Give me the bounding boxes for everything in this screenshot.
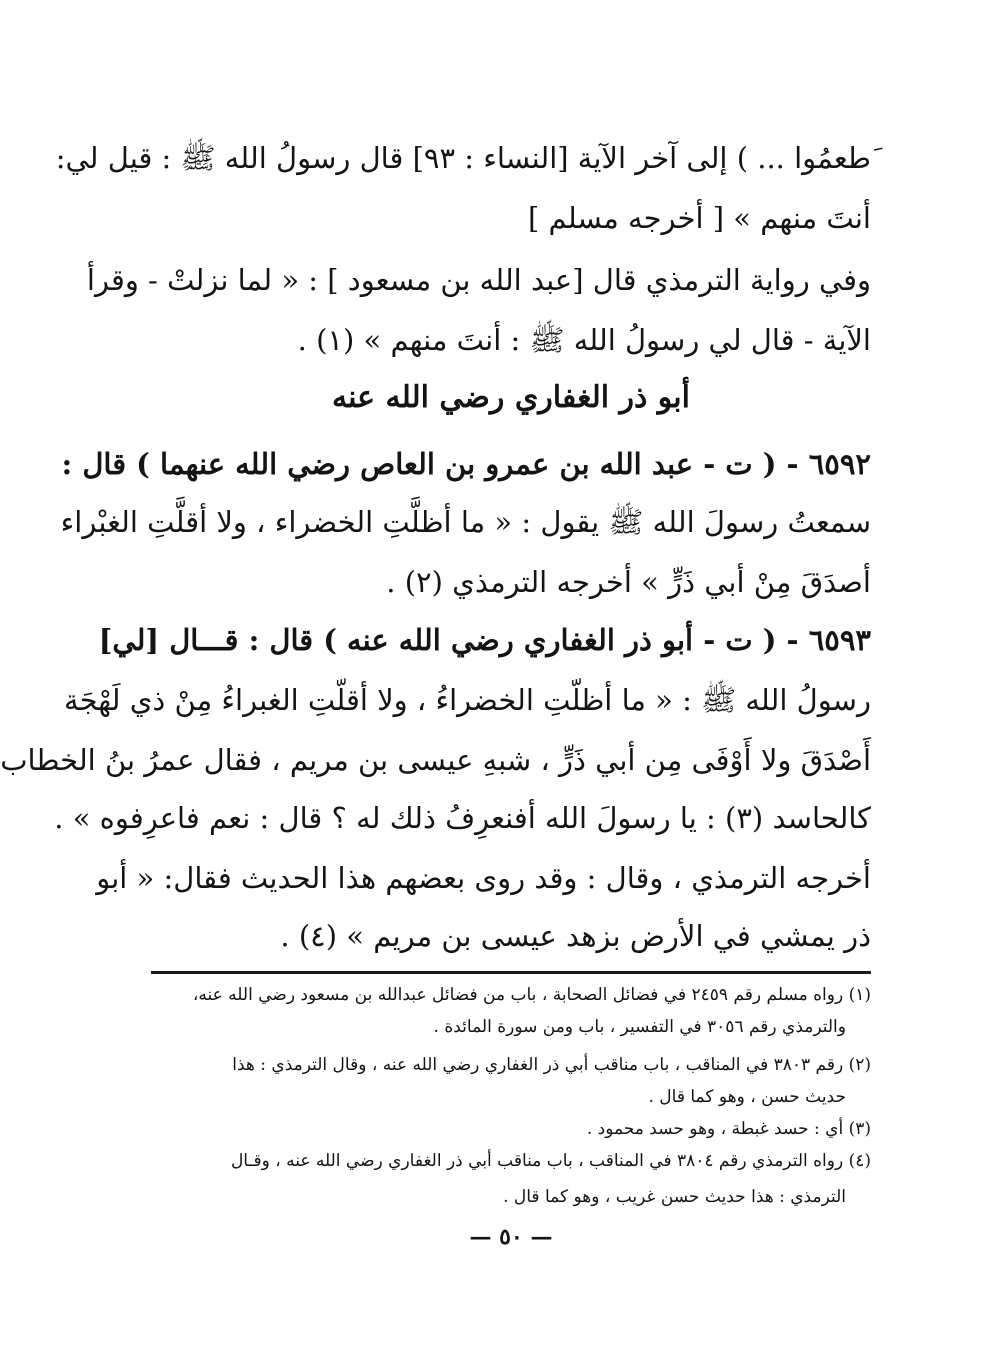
page-number: — ٥٠ — [469,1224,553,1250]
hadith-6593-heading: ٦٥٩٣ - ( ت - أبو ذر الغفاري رضي الله عنه ) قال : قـــال [لي] [98,623,871,657]
body-line-1: َطعمُوا ... ) إلى آخر الآية [النساء : ٩٣] قال رسولُ الله ﷺ : قيل لي: [55,141,871,175]
body-line-7: سمعتُ رسولَ الله ﷺ يقول : « ما أظلَّتِ الخضراء ، ولا أقلَّتِ الغبْراء [60,505,871,539]
footnote-2: (٢) رقم ٣٨٠٣ في المناقب ، باب مناقب أبي ذر الغفاري رضي الله عنه ، وقال الترمذي : هذا [232,1055,871,1075]
body-line-10: رسولُ الله ﷺ : « ما أظلّتِ الخضراءُ ، ولا أقلّتِ الغبراءُ مِنْ ذي لَهْجَة [64,683,871,717]
footnote-divider [151,971,871,974]
section-title: أبو ذر الغفاري رضي الله عنه [332,380,690,415]
footnote-3: (٣) أي : حسد غبطة ، وهو حسد محمود . [586,1119,871,1139]
body-line-12: كالحاسد (٣) : يا رسولَ الله أفنعرِفُ ذلك له ؟ قال : نعم فاعرِفوه » . [54,801,871,835]
body-line-11: أَصْدَقَ ولا أَوْفَى مِن أبي ذَرٍّ ، شبهِ عيسى بن مريم ، فقال عمرُ بنُ الخطاب [0,743,871,777]
body-line-4: الآية - قال لي رسولُ الله ﷺ : أنتَ منهم » (١) . [297,323,871,357]
footnote-1: (١) رواه مسلم رقم ٢٤٥٩ في فضائل الصحابة ، باب من فضائل عبدالله بن مسعود رضي الله عنه، [192,985,871,1005]
footnote-2-cont: حديث حسن ، وهو كما قال . [648,1087,846,1107]
footnote-4: (٤) رواه الترمذي رقم ٣٨٠٤ في المناقب ، باب مناقب أبي ذر الغفاري رضي الله عنه ، وقـال [230,1151,871,1171]
body-line-3: وفي رواية الترمذي قال [عبد الله بن مسعود ] : « لما نزلتْ - وقرأ [86,263,871,297]
footnote-1-cont: والترمذي رقم ٣٠٥٦ في التفسير ، باب ومن سورة المائدة . [433,1017,846,1037]
hadith-6592-heading: ٦٥٩٢ - ( ت - عبد الله بن عمرو بن العاص رضي الله عنهما ) قال : [61,447,871,481]
body-line-13: أخرجه الترمذي ، وقال : وقد روى بعضهم هذا الحديث فقال: « أبو [96,861,871,895]
body-line-2: أنتَ منهم » [ أخرجه مسلم ] [527,201,871,235]
body-line-8: أصدَقَ مِنْ أبي ذَرٍّ » أخرجه الترمذي (٢) . [386,565,871,599]
footnote-4-cont: الترمذي : هذا حديث حسن غريب ، وهو كما قال . [503,1187,846,1207]
body-line-14: ذر يمشي في الأرض بزهد عيسى بن مريم » (٤) . [280,919,871,953]
